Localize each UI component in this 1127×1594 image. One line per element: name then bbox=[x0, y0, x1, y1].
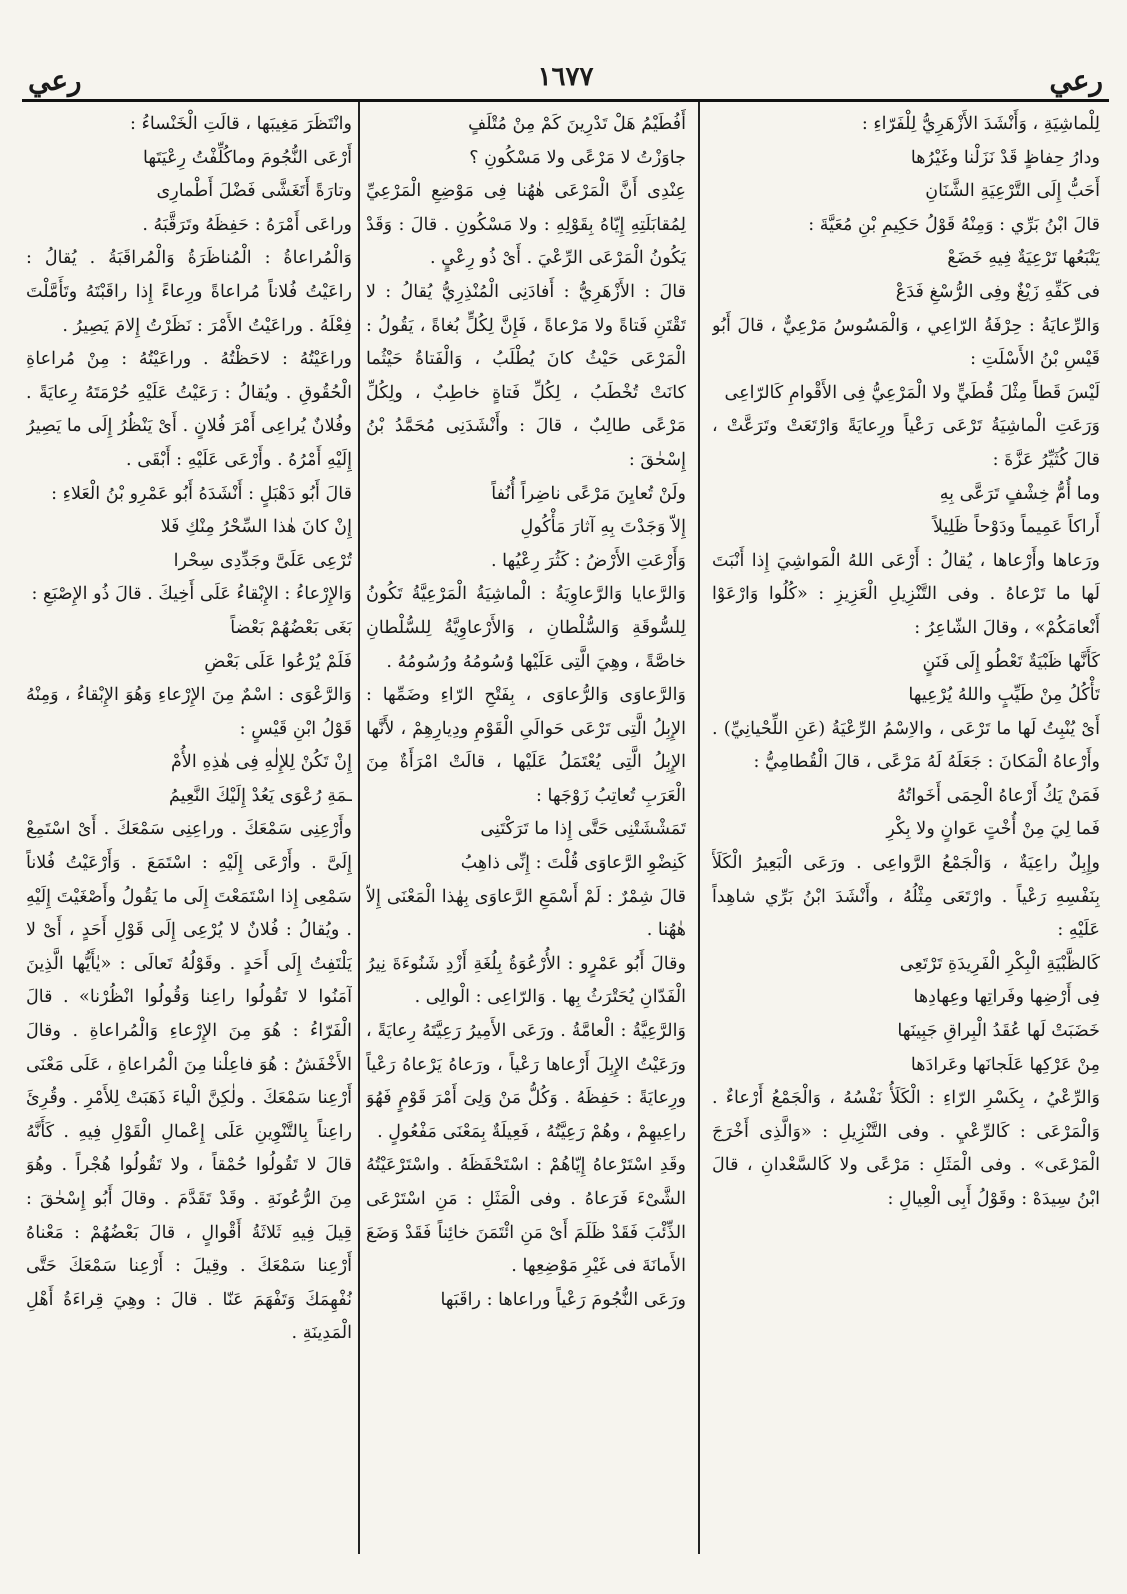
text-line: قالَ ابْنُ بَرِّي : وَمِنْهُ قَوْلُ حَكِيمِ بْنِ مُعَيَّةَ : bbox=[808, 214, 1100, 235]
text-line: وقَدِ اسْتَرْعاهُ إِيّاهُمْ : اسْتَحْفَظَهُ . واسْتَرْعَيْتُهُ الشَّىْءَ فَرَعاهُ . وفى الْمَثَلِ : مَنِ اسْتَرْعَى الذِّئْبَ فَقَدْ ظَلَمَ أَىْ مَنِ ائْتَمَنَ خائِناً فَقَدْ وَضَعَ الأَمانَةَ فى غَيْرِ مَوْضِعِها . bbox=[366, 1155, 686, 1277]
column-left bbox=[26, 108, 352, 1548]
text-line: فى كَفِّهِ زَيْغٌ وفِى الرُّسْغِ فَدَعْ bbox=[895, 281, 1100, 302]
text-line: وراعَى أَمْرَهُ : حَفِظَهُ وتَرَقَّبَهُ . bbox=[142, 214, 352, 235]
text-line: خَضَبَتْ لَها عُقَدُ الْبِراقِ جَبِينَها bbox=[897, 1021, 1100, 1042]
text-line: وَالرِّعْيُ ، بِكَسْرِ الرّاءِ : الْكَلَأُ نَفْسُهُ ، وَالْجَمْعُ أَرْعاءٌ . وَالْمَرْعَى : كَالرِّعْيِ . وفى التَّنْزِيلِ : «وَالَّذِى أَخْرَجَ الْمَرْعَى» . وفى الْمَثَلِ : مَرْعًى ولا كَالسَّعْدانِ ، قالَ ابْنُ سِيدَهْ : وقَوْلُ أَبِى الْعِيالِ : bbox=[712, 1088, 1100, 1209]
text-line: قالَ أَبُو دَهْبَلٍ : أَنْشَدَهُ أَبُو عَمْرِو بْنُ الْعَلاءِ : bbox=[51, 483, 352, 504]
text-line: وما أُمُّ خِشْفٍ تَرَعَّى بِهِ bbox=[939, 483, 1100, 504]
text-line: إِنْ كانَ هٰذا السِّحْرُ مِنْكِ فَلا bbox=[160, 517, 352, 538]
text-line: أَراكاً عَمِيماً ودَوْحاً ظَلِيلاً bbox=[933, 517, 1100, 538]
text-line: ورَعاها وأَرْعاها ، يُقالُ : أَرْعَى اللهُ الْمَواشِيَ إِذا أَنْبَتَ لَها ما تَرْعاهُ . وفى التَّنْزِيلِ الْعَزِيزِ : «كُلُوا وَارْعَوْا أَنْعامَكُمْ» ، وقالَ الشّاعِرُ : bbox=[712, 550, 1100, 638]
text-line: وَالرَّعْوَى : اسْمٌ مِنَ الإِرْعاءِ وَهُوَ الإِبْقاءُ ، وَمِنْهُ قَوْلُ ابْنِ قَيْسٍ : bbox=[26, 685, 352, 739]
text-line: ـمَةِ رُعْوَى يَعُدْ إِلَيْكَ النَّعِيمُ bbox=[168, 785, 352, 806]
text-line: جاوَزْتُ لا مَرْعًى ولا مَسْكُونِ ؟ bbox=[469, 147, 686, 168]
header-word-right: رعي bbox=[1049, 64, 1103, 97]
column-rule-left bbox=[358, 102, 360, 1554]
text-line: ودارُ حِفاظٍ قَدْ نَزَلْنا وغَيْرُها bbox=[910, 147, 1100, 168]
text-line: إِنْ تَكُنْ لِلإِلٰهِ فِى هٰذِهِ الأُمْ bbox=[170, 752, 352, 773]
text-line: أَفُطَيْمُ هَلْ تَدْرِينَ كَمْ مِنْ مُتْلَفٍ bbox=[468, 114, 686, 134]
text-line: فِى أَرْضِها وفَراتِها وعِهادِها bbox=[913, 987, 1100, 1008]
text-line: أَرْعَى النُّجُومَ وماكُلِّفْتُ رِعْيَتَها bbox=[143, 147, 352, 168]
text-line: وراعَيْتُهُ : لاحَظْتُهُ . وراعَيْتُهُ : مِنْ مُراعاةِ الْحُقُوقِ . ويُقالُ : رَعَيْتُ عَلَيْهِ حُرْمَتَهُ رِعايَةً . وفُلانٌ يُراعِى أَمْرَ فُلانٍ . أَىْ يَنْظُرُ إِلَى ما يَصِيرُ إِلَيْهِ أَمْرُهُ . وأَرْعَى عَلَيْهِ : أَبْقَى . bbox=[26, 349, 352, 470]
text-line: لِلْماشِيَةِ ، وَأَنْشَدَ الأَزْهَرِيُّ لِلْفَرّاءِ : bbox=[861, 114, 1100, 134]
text-line: كَأَنَّها ظَبْيَةٌ تَعْطُو إِلَى فَنَنٍ bbox=[922, 651, 1100, 672]
column-middle bbox=[366, 108, 686, 1548]
text-line: تُرْعِى عَلَىَّ وجَدِّدِى سِحْرا bbox=[173, 550, 352, 571]
page-number: ١٦٧٧ bbox=[537, 62, 594, 92]
text-line: تَمَشْشَتْنِى حَتَّى إِذا ما تَرَكْتَنِى bbox=[480, 819, 686, 840]
text-line: ورَعَى النُّجُومَ رَعْياً وراعاها : راقَبَها bbox=[440, 1289, 686, 1310]
page-header bbox=[18, 58, 1113, 102]
text-line: وقالَ أَبُو عَمْرٍو : الأُرْعُوَةُ بِلُغَةِ أَزْدِ شَنُوءَةَ نِيرُ الْفَدّانِ يُحَتْرَثُ بِها . وَالرّاعِى : الْوالِى . bbox=[366, 953, 686, 1008]
text-line: تَأْكُلُ مِنْ طَيِّبٍ واللهُ يُرْعِيها bbox=[908, 685, 1100, 706]
header-word-left: رعي bbox=[28, 64, 82, 97]
column-rule-right bbox=[698, 102, 700, 1554]
text-line: قالَ شِمْرٌ : لَمْ أَسْمَعِ الرَّعاوَى بِهٰذا الْمَعْنَى إِلاّ هٰهُنا . bbox=[366, 886, 686, 941]
text-line: وَرَعَتِ الْماشِيَةُ تَرْعَى رَعْياً ورِعايَةً وَارْتَعَتْ وتَرَعَّتْ ، قالَ كُثَيِّرُ عَزَّةَ : bbox=[712, 416, 1100, 470]
text-line: مِنْ عَرْكِها عَلَجانَها وعَرادَها bbox=[910, 1054, 1100, 1075]
text-line: وَالرَّعايا وَالرَّعاوِيَةُ : الْماشِيَةُ الْمَرْعِيَّةُ تَكُونُ لِلسُّوقَةِ وَالسُّلْطانِ ، وَالأَرْعاوِيَّةُ لِلسُّلْطانِ خاصَّةً ، وهِيَ الَّتِى عَلَيْها وُسُومُهُ ورُسُومُهُ . bbox=[366, 584, 686, 672]
text-line: وانْتَظَرَ مَغِيبَها ، قالَتِ الْخَنْساءُ : bbox=[130, 114, 352, 134]
text-line: وَالْمُراعاةُ : الْمُناظَرَةُ وَالْمُراقَبَةُ . يُقالُ : راعَيْتُ فُلاناً مُراعاةً ورِعاءً إِذا راقَبْتَهُ وتَأَمَّلْتَ فِعْلَهُ . وراعَيْتُ الأَمْرَ : نَظَرْتُ إِلامَ يَصِيرُ . bbox=[26, 248, 352, 336]
text-line: كَالظَّبْيَةِ الْبِكْرِ الْفَرِيدَةِ تَرْتَعِى bbox=[899, 953, 1100, 974]
text-line: كَنِضْوِ الرَّعاوَى قُلْتَ : إِنِّى ذاهِبُ bbox=[460, 853, 686, 874]
text-line: بَغَى بَعْضُهُمْ بَعْضاً bbox=[230, 617, 352, 638]
text-line: عِنْدِى أَنَّ الْمَرْعَى هٰهُنا فِى مَوْضِعِ الْمَرْعِيِّ لِمُقابَلَتِهِ إِيّاهُ بِقَوْلِهِ : ولا مَسْكُونِ . قالَ : وَقَدْ يَكُونُ الْمَرْعَى الرِّعْيَ . أَىْ ذُو رِعْيٍ . bbox=[366, 181, 686, 269]
column-right bbox=[712, 108, 1100, 1548]
text-line: فَمَنْ يَكُ أَرْعاهُ الْحِمَى أَخَواتُهُ bbox=[896, 785, 1100, 806]
text-line: فَلَمْ يُرْعُوا عَلَى بَعْضِ bbox=[204, 651, 352, 672]
text-line: وتارَةً أَتَغَشَّى فَضْلَ أَطْمارِى bbox=[156, 181, 352, 202]
text-line: وَالرِّعايَةُ : حِرْفَةُ الرّاعِي ، وَالْمَسُوسُ مَرْعِيٌّ ، قالَ أَبُو قَيْسِ بْنُ الأَسْلَتِ : bbox=[712, 315, 1100, 370]
text-line: وَأَرْعَتِ الأَرْضُ : كَثُرَ رِعْيُها . bbox=[491, 550, 686, 571]
text-line: إِلاّ وَجَدْتَ بِهِ آثارَ مَأْكُولِ bbox=[520, 517, 686, 538]
text-line: وَالرَّعاوَى وَالرُّعاوَى ، بِفَتْحِ الرّاءِ وضَمِّها : الإِبِلُ الَّتِى تَرْعَى حَوالَىِ الْقَوْمِ ودِيارِهِمْ ، لأَنَّها الإِبِلُ الَّتِى يُعْتَمَلُ عَلَيْها ، قالَتْ امْرَأَةٌ مِنَ الْعَرَبِ تُعاتِبُ زَوْجَها : bbox=[366, 685, 686, 806]
text-line: لَيْسَ قَطاً مِثْلَ قُطَيٍّ ولا الْمَرْعِيُّ فِى الأَقْوامِ كَالرّاعِى bbox=[724, 382, 1100, 403]
text-line: يَتْبَعُها تَرْعِيَةٌ فِيهِ خَضَعْ bbox=[947, 248, 1100, 269]
text-line: وَالرَّعِيَّةُ : الْعامَّةُ . ورَعَى الأَمِيرُ رَعِيَّتَهُ رِعايَةً ، ورَعَيْتُ الإِبِلَ أَرْعاها رَعْياً ، ورَعاهُ يَرْعاهُ رَعْياً ورِعايَةً : حَفِظَهُ . وَكُلُّ مَنْ وَلِىَ أَمْرَ قَوْمٍ فَهُوَ راعِيهِمْ ، وهُمْ رَعِيَّتُهُ ، فَعِيلَةٌ بِمَعْنَى مَفْعُولٍ . bbox=[366, 1021, 686, 1142]
text-line: أَحَبُّ إِلَى التَّرْعِيَةِ الشَّنَانِ bbox=[925, 181, 1100, 202]
text-line: ولَنْ تُعايِنَ مَرْعًى ناضِراً أُنُفاً bbox=[491, 483, 686, 504]
text-line: وإِبِلٌ راعِيَةٌ ، وَالْجَمْعُ الرَّواعِى . ورَعَى الْبَعِيرُ الْكَلَأَ بِنَفْسِهِ رَعْياً . وارْتَعَى مِثْلُهُ ، وأَنْشَدَ ابْنُ بَرِّي شاهِداً عَلَيْهِ : bbox=[712, 853, 1100, 941]
text-line: قالَ : الأَزْهَرِيُّ : أَفادَنِى الْمُنْذِرِيُّ يُقالُ : لا تَقْتَنِ فَتاةً ولا مَرْعاةً ، فَإِنَّ لِكُلٍّ بُغاةً ، يَقُولُ : الْمَرْعَى حَيْثُ كانَ يُطْلَبُ ، وَالْفَتاةُ حَيْثُما كانَتْ تُخْطَبُ ، لِكُلِّ فَتاةٍ خاطِبٌ ، ولِكُلِّ مَرْعًى طالِبٌ ، قالَ : وأَنْشَدَنِى مُحَمَّدُ بْنُ إِسْحٰقَ : bbox=[366, 281, 686, 470]
text-line: وأَرْعِنِى سَمْعَكَ . وراعِنِى سَمْعَكَ . أَىْ اسْتَمِعْ إِلَىَّ . وأَرْعَى إِلَيْهِ : اسْتَمَعَ . وَأَرْعَيْتُ فُلاناً سَمْعِى إِذا اسْتَمَعْتَ إِلَى ما يَقُولُ وأَصْغَيْتَ إِلَيْهِ . ويُقالُ : فُلانٌ لا يُرْعِى إِلَى قَوْلِ أَحَدٍ ، أَىْ لا يَلْتَفِتُ إِلَى أَحَدٍ . وقَوْلُهُ تَعالَى : «يٰأَيُّها الَّذِينَ آمَنُوا لا تَقُولُوا راعِنا وَقُولُوا انْظُرْنا» . قالَ الْفَرّاءُ : هُوَ مِنَ الإِرْعاءِ وَالْمُراعاةِ . وقالَ الأَخْفَشُ : هُوَ فاعِلْنا مِنَ الْمُراعاةِ ، عَلَى مَعْنَى أَرْعِنا سَمْعَكَ . ولٰكِنَّ الْياءَ ذَهَبَتْ لِلأَمْرِ . وقُرِئَ راعِناً بِالتَّنْوِينِ عَلَى إِعْمالِ الْقَوْلِ فِيهِ . كَأَنَّهُ قالَ لا تَقُولُوا حُمْقاً ، ولا تَقُولُوا هُجْراً . وهُوَ مِنَ الرُّعُونَةِ . وقَدْ تَقَدَّمَ . وقالَ أَبُو إِسْحٰقَ : قِيلَ فِيهِ ثَلاثَةُ أَقْوالٍ ، قالَ بَعْضُهُمْ : مَعْناهُ أَرْعِنا سَمْعَكَ . وقِيلَ : أَرْعِنا سَمْعَكَ حَتَّى نُفْهِمَكَ وَتَفْهَمَ عَنّا . قالَ : وهِيَ قِراءَةُ أَهْلِ الْمَدِينَةِ . bbox=[26, 819, 352, 1344]
header-rule bbox=[22, 99, 1109, 102]
text-line: فَما لِيَ مِنْ أُخْتٍ عَوانٍ ولا بِكْرِ bbox=[886, 819, 1100, 840]
text-line: وَالإِرْعاءُ : الإِبْقاءُ عَلَى أَخِيكَ . قالَ ذُو الإِصْبَعِ : bbox=[31, 584, 352, 605]
text-line: أَىْ يُنْبِتُ لَها ما تَرْعَى ، والاِسْمُ الرِّعْيَةُ (عَنِ اللِّحْيانِيِّ) . وأَرْعاهُ الْمَكانَ : جَعَلَهُ لَهُ مَرْعًى ، قالَ الْقُطامِيُّ : bbox=[712, 718, 1100, 773]
